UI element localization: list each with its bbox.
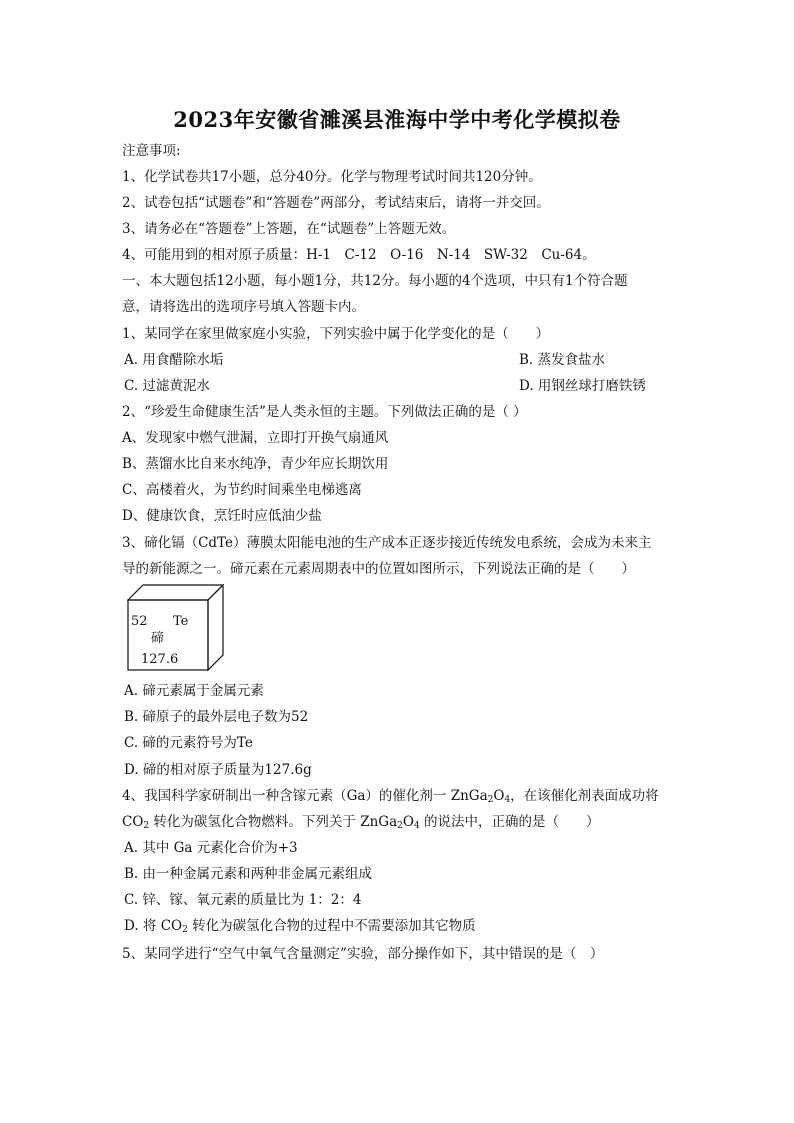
- note-item: 3、请务必在“答题卷”上答题，在“试题卷”上答题无效。: [122, 221, 456, 237]
- question-4-option-b: B. 由一种金属元素和两种非金属元素组成: [124, 866, 373, 882]
- question-5-stem: 5、某同学进行“空气中氧气含量测定”实验，部分操作如下，其中错误的是（ ）: [122, 946, 604, 962]
- question-3-stem: 导的新能源之一。碲元素在元素周期表中的位置如图所示，下列说法正确的是（ ）: [122, 561, 635, 577]
- question-4-option-a: A. 其中 Ga 元素化合价为+3: [124, 840, 298, 856]
- element-symbol: Te: [173, 614, 189, 629]
- note-item: 2、试卷包括“试题卷”和“答题卷”两部分，考试结束后，请将一并交回。: [122, 195, 550, 211]
- section-instructions: 一、本大题包括12小题，每小题1分，共12分。每小题的4个选项，中只有1个符合题: [122, 273, 628, 289]
- question-3-option-b: B. 碲原子的最外层电子数为52: [124, 709, 309, 725]
- question-2-option-a: A、发现家中燃气泄漏，立即打开换气扇通风: [122, 430, 389, 446]
- question-2-stem: 2、“珍爱生命健康生活”是人类永恒的主题。下列做法正确的是（ ）: [122, 404, 527, 420]
- exam-title: 2023年安徽省濉溪县淮海中学中考化学模拟卷: [173, 107, 621, 132]
- periodic-table-cell: [127, 584, 227, 680]
- section-instructions: 意，请将选出的选项序号填入答题卡内。: [122, 299, 365, 315]
- element-name: 碲: [151, 631, 165, 646]
- question-3-option-d: D. 碲的相对原子质量为127.6g: [124, 762, 312, 778]
- question-2-option-d: D、健康饮食，烹饪时应低油少盐: [122, 508, 322, 524]
- question-2-option-b: B、蒸馏水比自来水纯净，青少年应长期饮用: [122, 456, 389, 472]
- question-4-option-c: C. 锌、镓、氧元素的质量比为 1：2：4: [124, 892, 362, 908]
- question-1-option-c: C. 过滤黄泥水: [124, 378, 210, 394]
- question-1-option-b: B. 蒸发食盐水: [519, 352, 606, 368]
- atomic-mass: 127.6: [141, 652, 179, 667]
- note-item: 1、化学试卷共17小题，总分40分。化学与物理考试时间共120分钟。: [122, 169, 542, 185]
- atomic-number: 52: [131, 614, 148, 629]
- question-4-stem: 4、我国科学家研制出一种含镓元素（Ga）的催化剂一 $ZnGa_2O_4$，在该催化剂表面成功将: [122, 788, 659, 805]
- question-2-option-c: C、高楼着火，为节约时间乘坐电梯逃离: [122, 482, 362, 498]
- question-3-option-a: A. 碲元素属于金属元素: [124, 683, 264, 699]
- question-1-stem: 1、某同学在家里做家庭小实验，下列实验中属于化学变化的是（ ）: [122, 326, 550, 342]
- question-1-option-a: A. 用食醋除水垢: [124, 352, 224, 368]
- notes-heading: 注意事项:: [122, 143, 181, 159]
- question-4-stem: $CO_2$ 转化为碳氢化合物燃料。下列关于 $ZnGa_2O_4$ 的说法中，正确的是（ ）: [122, 814, 600, 831]
- question-4-option-d: D. 将 $CO_2$ 转化为碳氢化合物的过程中不需要添加其它物质: [124, 918, 476, 935]
- question-3-option-c: C. 碲的元素符号为Te: [124, 735, 253, 751]
- question-3-stem: 3、碲化镉（CdTe）薄膜太阳能电池的生产成本正逐步接近传统发电系统，会成为未来主: [122, 535, 652, 551]
- note-item: 4、可能用到的相对原子质量：H-1 C-12 O-16 N-14 SW-32 Cu-64。: [122, 247, 596, 263]
- question-1-option-d: D. 用钢丝球打磨铁锈: [519, 378, 646, 394]
